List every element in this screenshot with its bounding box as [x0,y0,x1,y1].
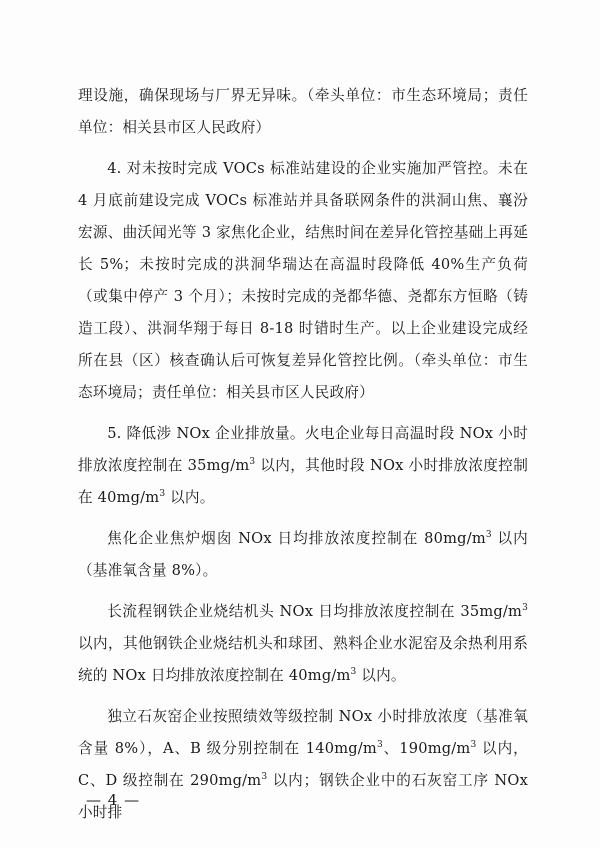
document-body [78,80,528,829]
paragraph-text: 4. 对未按时完成 VOCs 标准站建设的企业实施加严管控。未在 4 月底前建设完成 VOCs 标准站并具备联网条件的洪洞山焦、襄汾宏源、曲沃闻光等 3 家焦化企业，结焦时间在差异化管控基础上再延长 5%；未按时完成的洪洞华瑞达在高温时段降低 40%生产负荷（或集中停产 3 个月）；未按时完成的尧都华德、尧都东方恒略（铸造工段）、洪洞华翔于每日 8-18 时错时生产。以上企业建设完成经所在县（区）核查确认后可恢复差异化管控比例。（牵头单位：市生态环境局；责任单位：相关县市区人民政府） [78,160,528,401]
paragraph-text: 以内，其他钢铁企业烧结机头和球团、熟料企业水泥窑及余热利用系统的 NOx 日均排放浓度控制在 40mg/m [78,635,528,684]
superscript: 3 [522,603,528,614]
paragraph-text: 5. 降低涉 NOx 企业排放量。火电企业每日高温时段 NOx 小时排放浓度控制在 35mg/m [78,425,528,474]
paragraph-text: 独立石灰窑企业按照绩效等级控制 NOx 小时排放浓度（基准氧含量 8%），A、B 级分别控制在 140mg/m [78,708,528,757]
paragraph-text: 、190mg/m [382,740,471,757]
paragraph-item-4 [78,153,528,409]
paragraph-coking [78,523,528,587]
superscript: 3 [261,772,268,783]
paragraph-steel [78,596,528,692]
paragraph-text: 以内。 [356,667,406,684]
paragraph-text: 理设施，确保现场与厂界无异味。（牵头单位：市生态环境局；责任单位：相关县市区人民政府） [78,87,528,136]
paragraph-lime-kiln [78,701,528,829]
page-number: — 4 — [86,791,141,809]
paragraph-continuation [78,80,528,144]
paragraph-text: 以内，其他时段 NOx 小时排放浓度控制在 40mg/m [78,457,528,506]
paragraph-text: 以内。 [165,489,215,506]
paragraph-item-5 [78,418,528,514]
paragraph-text: 以内，C、D 级控制在 290mg/m [78,740,528,789]
paragraph-text: 长流程钢铁企业烧结机头 NOx 日均排放浓度控制在 35mg/m [107,603,523,620]
paragraph-text: 焦化企业焦炉烟囱 NOx 日均排放浓度控制在 80mg/m [107,530,486,547]
paragraph-text: 以内（基准氧含量 8%）。 [78,530,528,579]
superscript: 3 [376,740,383,751]
superscript: 3 [485,530,492,541]
superscript: 3 [350,667,357,678]
paragraph-text: 以内；钢铁企业中的石灰窑工序 NOx 小时排 [78,772,529,821]
superscript: 3 [159,489,166,500]
superscript: 3 [470,740,477,751]
superscript: 3 [249,457,256,468]
